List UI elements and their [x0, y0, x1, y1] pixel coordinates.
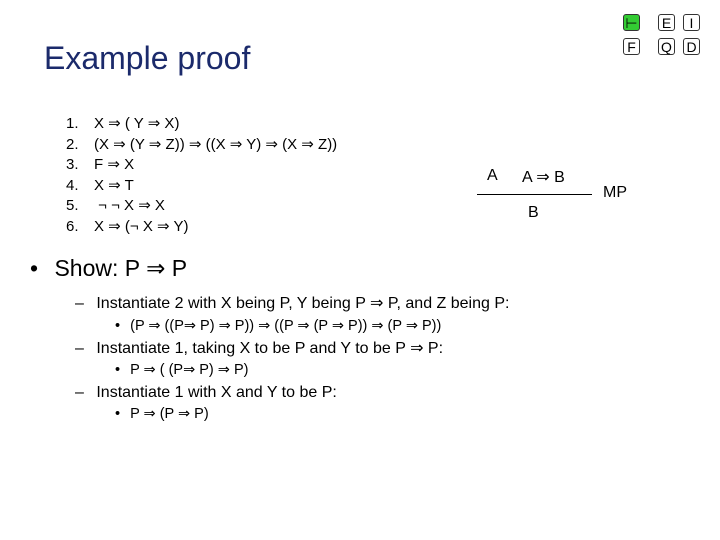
- dash-icon: –: [75, 384, 84, 401]
- step-item: [75, 384, 337, 402]
- axiom-number: 1.: [66, 115, 79, 132]
- axiom-item: [66, 155, 337, 176]
- page-title: Example proof: [44, 40, 251, 76]
- axiom-text: F ⇒ X: [94, 156, 135, 174]
- axiom-text: X ⇒ ( Y ⇒ X): [94, 115, 180, 132]
- e-badge: E: [658, 14, 675, 31]
- mp-rule-name: MP: [603, 184, 627, 201]
- false-badge: F: [623, 38, 640, 55]
- i-badge: I: [683, 14, 700, 31]
- dash-icon: –: [75, 295, 84, 312]
- axiom-item: [66, 217, 337, 238]
- axiom-number: 4.: [66, 176, 79, 194]
- step-item: [75, 338, 443, 358]
- axiom-item: [66, 114, 337, 135]
- step-text: Instantiate 1 with X and Y to be P:: [96, 384, 337, 401]
- turnstile-badge: ⊢: [623, 14, 640, 31]
- step-result: [115, 406, 209, 422]
- mp-premise-a: A: [487, 167, 498, 184]
- inference-bar: [477, 194, 592, 195]
- step-result: [115, 318, 441, 334]
- axiom-number: 2.: [66, 135, 79, 153]
- axiom-number: 5.: [66, 197, 79, 215]
- bullet-icon: •: [115, 362, 121, 378]
- mp-conclusion: B: [528, 204, 539, 221]
- step-text: Instantiate 1, taking X to be P and Y to be P ⇒ P:: [96, 340, 444, 357]
- bullet-icon: •: [30, 255, 39, 281]
- dash-icon: –: [75, 340, 84, 357]
- step-result: [115, 362, 248, 378]
- axiom-item: [66, 176, 337, 197]
- step-text: Instantiate 2 with X being P, Y being P ⇒ P, and Z being P:: [96, 295, 510, 312]
- axiom-number: 3.: [66, 156, 79, 174]
- step-result-text: P ⇒ (P ⇒ P): [130, 406, 209, 422]
- bullet-icon: •: [115, 318, 121, 334]
- bullet-icon: •: [115, 406, 121, 422]
- axiom-text: (X ⇒ (Y ⇒ Z)) ⇒ ((X ⇒ Y) ⇒ (X ⇒ Z)): [94, 135, 338, 153]
- d-badge: D: [683, 38, 700, 55]
- axiom-text: X ⇒ T: [94, 176, 134, 194]
- show-bullet: [30, 255, 187, 282]
- axiom-text: ¬ ¬ X ⇒ X: [94, 197, 165, 215]
- step-result-text: (P ⇒ ((P⇒ P) ⇒ P)) ⇒ ((P ⇒ (P ⇒ P)) ⇒ (P ⇒ P)): [130, 318, 442, 334]
- show-goal: Show: P ⇒ P: [54, 255, 188, 281]
- q-badge: Q: [658, 38, 675, 55]
- mp-premise-implication: A ⇒ B: [522, 169, 565, 186]
- axiom-item: [66, 196, 337, 217]
- step-result-text: P ⇒ ( (P⇒ P) ⇒ P): [130, 362, 249, 378]
- axiom-number: 6.: [66, 217, 79, 235]
- axiom-text: X ⇒ (¬ X ⇒ Y): [94, 217, 189, 235]
- axiom-list: [66, 114, 337, 238]
- axiom-item: [66, 135, 337, 156]
- step-item: [75, 293, 509, 313]
